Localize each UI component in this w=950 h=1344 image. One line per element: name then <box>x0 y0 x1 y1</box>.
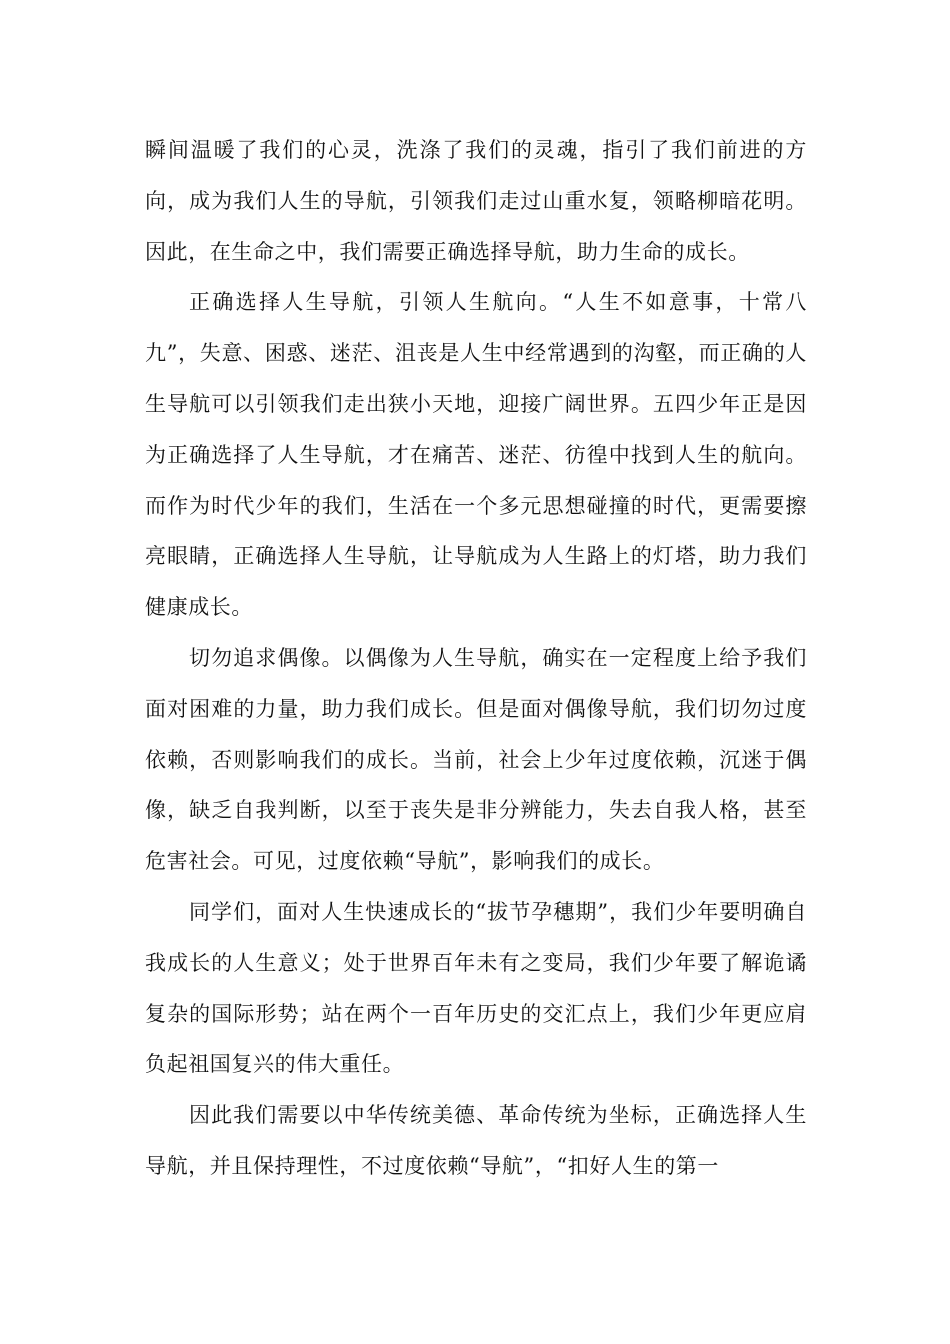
paragraph-4: 同学们，面对人生快速成长的“拔节孕穗期”，我们少年要明确自我成长的人生意义；处于世界百年未有之变局，我们少年要了解诡谲复杂的国际形势；站在两个一百年历史的交汇点上，我们少年更应肩负起祖国复兴的伟大重任。 <box>145 899 807 1077</box>
paragraph-5: 因此我们需要以中华传统美德、革命传统为坐标，正确选择人生导航，并且保持理性，不过度依赖“导航”，“扣好人生的第一 <box>145 1103 807 1178</box>
body-text <box>145 125 807 1192</box>
paragraph-2: 正确选择人生导航，引领人生航向。“人生不如意事，十常八九”，失意、困惑、迷茫、沮丧是人生中经常遇到的沟壑，而正确的人生导航可以引领我们走出狭小天地，迎接广阔世界。五四少年正是因为正确选择了人生导航，才在痛苦、迷茫、彷徨中找到人生的航向。而作为时代少年的我们，生活在一个多元思想碰撞的时代，更需要擦亮眼睛，正确选择人生导航，让导航成为人生路上的灯塔，助力我们健康成长。 <box>145 290 807 620</box>
paragraph-3: 切勿追求偶像。以偶像为人生导航，确实在一定程度上给予我们面对困难的力量，助力我们成长。但是面对偶像导航，我们切勿过度依赖，否则影响我们的成长。当前，社会上少年过度依赖，沉迷于偶像，缺乏自我判断，以至于丧失是非分辨能力，失去自我人格，甚至危害社会。可见，过度依赖“导航”，影响我们的成长。 <box>145 645 807 874</box>
paragraph-1: 瞬间温暖了我们的心灵，洗涤了我们的灵魂，指引了我们前进的方向，成为我们人生的导航，引领我们走过山重水复，领略柳暗花明。因此，在生命之中，我们需要正确选择导航，助力生命的成长。 <box>145 138 807 264</box>
